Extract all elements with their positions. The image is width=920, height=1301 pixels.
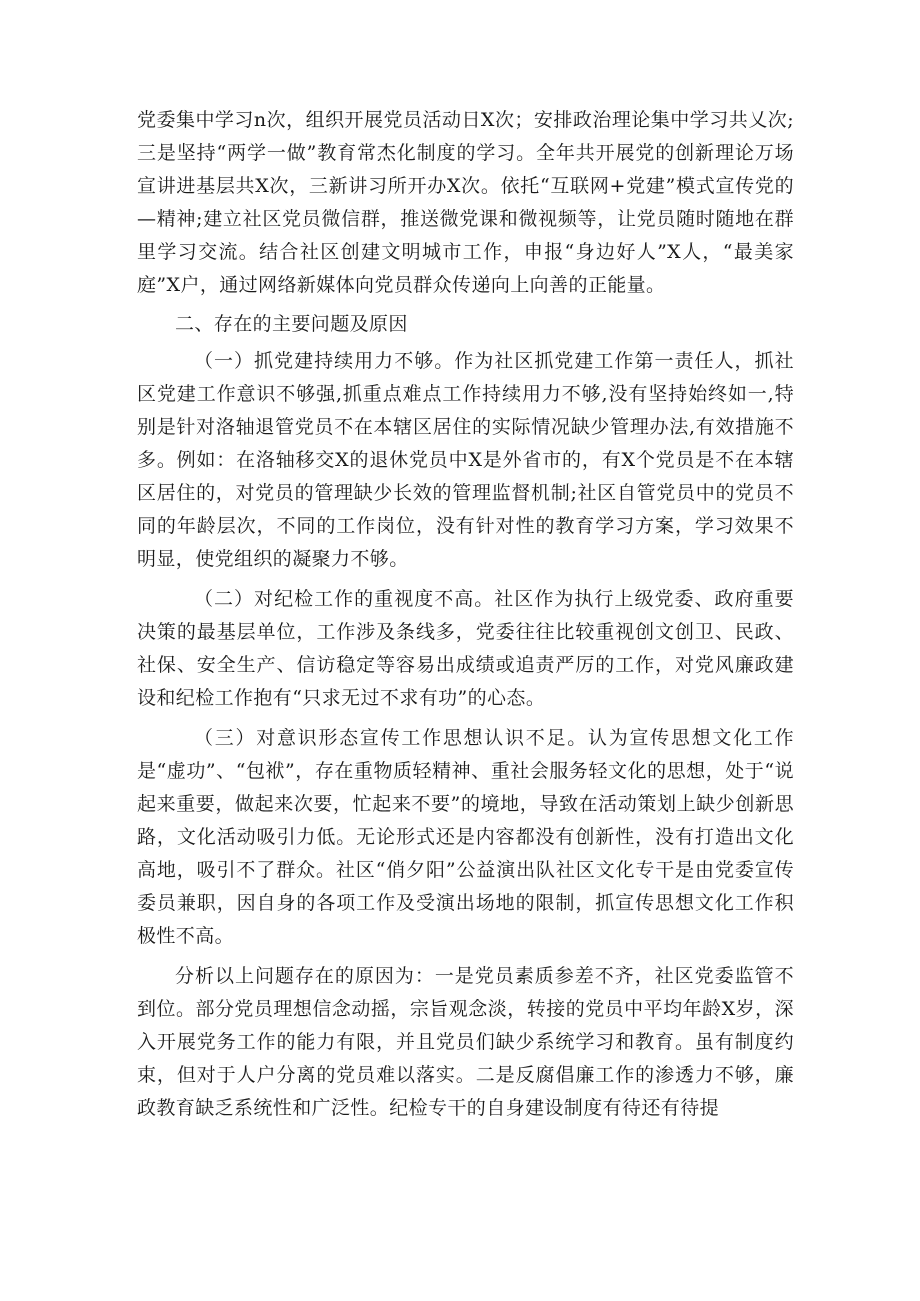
- paragraph-cause-analysis: 分析以上问题存在的原因为：一是党员素质参差不齐，社区党委监管不到位。部分党员理想信念动摇，宗旨观念淡，转接的党员中平均年龄X岁，深入开展党务工作的能力有限，并且党员们缺少系统学习和教育。虽有制度约束，但对于人户分离的党员难以落实。二是反腐倡廉工作的渗透力不够，廉政教育缺乏系统性和广泛性。纪检专干的自身建设制度有待还有待提: [137, 965, 794, 1119]
- section-heading-problems: 二、存在的主要问题及原因: [175, 313, 408, 335]
- paragraph-ideology-propaganda: （三）对意识形态宣传工作思想认识不足。认为宣传思想文化工作是“虚功”、“包袱”，存在重物质轻精神、重社会服务轻文化的思想，处于“说起来重要，做起来次要，忙起来不要”的境地，导致在活动策划上缺少创新思路，文化活动吸引力低。无论形式还是内容都没有创新性，没有打造出文化高地，吸引不了群众。社区“俏夕阳”公益演出队社区文化专干是由党委宣传委员兼职，因自身的各项工作及受演出场地的限制，抓宣传思想文化工作积极性不高。: [137, 727, 794, 947]
- paragraph-discipline-inspection: （二）对纪检工作的重视度不高。社区作为执行上级党委、政府重要决策的最基层单位，工作涉及条线多，党委往往比较重视创文创卫、民政、社保、安全生产、信访稳定等容易出成绩或追责严厉的工作，对党风廉政建设和纪检工作抱有“只求无过不求有功”的心态。: [137, 588, 794, 709]
- paragraph-party-building-effort: （一）抓党建持续用力不够。作为社区抓党建工作第一责任人，抓社区党建工作意识不够强,抓重点难点工作持续用力不够,没有坚持始终如一,特别是针对洛轴退管党员不在本辖区居住的实际情况缺少管理办法,有效措施不多。例如：在洛轴移交X的退休党员中X是外省市的，有X个党员是不在本辖区居住的，对党员的管理缺少长效的管理监督机制;社区自管党员中的党员不同的年龄层次，不同的工作岗位，没有针对性的教育学习方案，学习效果不明显，使党组织的凝聚力不够。: [137, 350, 794, 570]
- paragraph-study-activities: 党委集中学习n次，组织开展党员活动日X次；安排政治理论集中学习共乂次;三是坚持“两学一做”教育常杰化制度的学习。全年共开展党的创新理论万场宣讲进基层共X次，三新讲习所开办X次。依托“互联网+党建”模式宣传党的—精神;建立社区党员微信群，推送微党课和微视频等，让党员随时随地在群里学习交流。结合社区创建文明城市工作，申报“身边好人”X人，“最美家庭”X户，通过网络新媒体向党员群众传递向上向善的正能量。: [137, 109, 794, 296]
- paragraph-spacer: [137, 953, 794, 960]
- paragraph-spacer: [137, 576, 794, 583]
- paragraph-spacer: [137, 715, 794, 722]
